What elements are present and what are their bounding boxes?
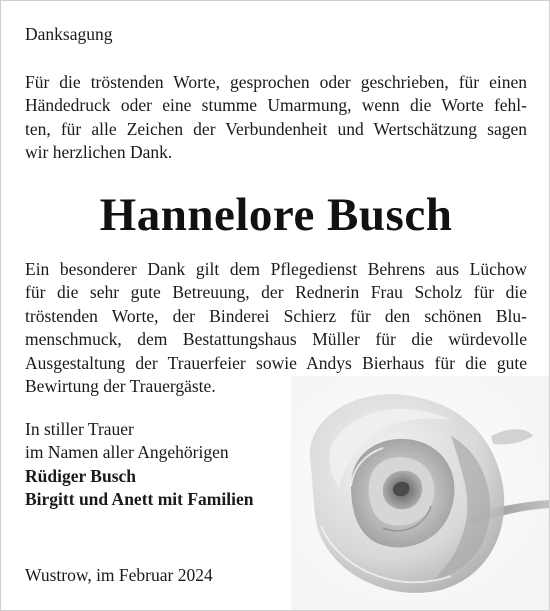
intro-line: wir herzlichen Dank. [25,142,173,163]
thanks-line: Bewirtung der Trauergäste. [25,376,216,397]
place-date: Wustrow, im Februar 2024 [25,565,213,585]
rose-image [291,376,550,611]
deceased-name: Hannelore Busch [99,189,453,241]
thanks-line: tröstenden Worte, der Binderei Schierz für den schönen Blu- [25,305,527,326]
thanks-line: Ausgestaltung der Trauerfeier sowie Andys Bierhaus für die gute [25,352,527,373]
signer-name: Rüdiger Busch [25,465,137,486]
thanks-line: für die sehr gute Betreuung, der Rednerin Frau Scholz für die [25,282,527,303]
intro-line: Händedruck oder eine stumme Umarmung, wenn die Worte fehl- [25,95,527,116]
closing-block [25,418,253,512]
signer-name: Birgitt und Anett mit Familien [25,489,254,510]
rose-illustration [291,376,550,611]
thanks-line: Ein besonderer Dank gilt dem Pflegedienst Behrens aus Lüchow [25,259,527,279]
intro-line: Für die tröstenden Worte, gesprochen oder geschrieben, für einen [25,72,527,92]
thanks-line: menschmuck, dem Bestattungshaus Müller für die würdevolle [25,329,527,350]
closing-line: In stiller Trauer [25,419,134,439]
heading: Danksagung [25,24,113,44]
intro-paragraph [25,71,527,165]
intro-line: ten, für alle Zeichen der Verbundenheit und Wertschätzung sagen [25,118,527,139]
closing-line: im Namen aller Angehörigen [25,442,229,463]
